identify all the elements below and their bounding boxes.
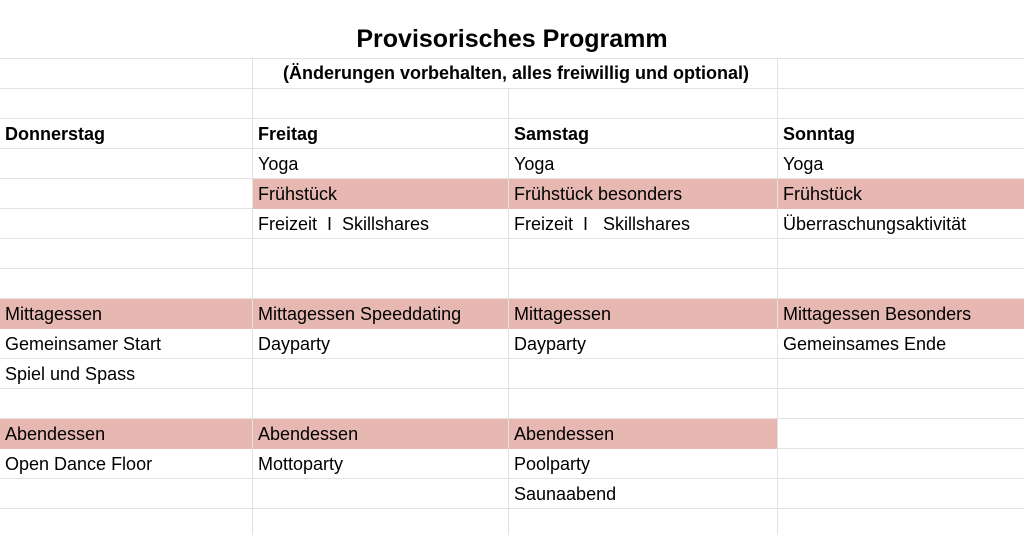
cell-freitag-fruehstueck[interactable]: Frühstück xyxy=(253,179,508,209)
page-title: Provisorisches Programm xyxy=(356,25,668,53)
cell-freitag-yoga[interactable]: Yoga xyxy=(258,154,299,174)
cell-samstag-freizeit[interactable]: Freizeit I Skillshares xyxy=(514,214,691,234)
cell-donnerstag-mittagessen[interactable]: Mittagessen xyxy=(0,299,252,329)
row-divider xyxy=(0,268,1024,269)
cell-donnerstag-spiel-und-spass[interactable]: Spiel und Spass xyxy=(5,364,136,384)
day-header-sonntag[interactable]: Sonntag xyxy=(783,124,855,144)
cell-donnerstag-abendessen[interactable]: Abendessen xyxy=(0,419,252,449)
cell-samstag-saunaabend[interactable]: Saunaabend xyxy=(514,484,617,504)
day-header-donnerstag[interactable]: Donnerstag xyxy=(5,124,106,144)
day-header-freitag[interactable]: Freitag xyxy=(258,124,319,144)
cell-freitag-abendessen[interactable]: Abendessen xyxy=(253,419,508,449)
cell-samstag-poolparty[interactable]: Poolparty xyxy=(514,454,591,474)
cell-samstag-yoga[interactable]: Yoga xyxy=(514,154,555,174)
cell-samstag-dayparty[interactable]: Dayparty xyxy=(514,334,587,354)
cell-samstag-fruehstueck[interactable]: Frühstück besonders xyxy=(509,179,777,209)
page-subtitle: (Änderungen vorbehalten, alles freiwillig und optional) xyxy=(282,63,750,83)
cell-freitag-dayparty[interactable]: Dayparty xyxy=(258,334,331,354)
cell-samstag-abendessen[interactable]: Abendessen xyxy=(509,419,777,449)
cell-sonntag-yoga[interactable]: Yoga xyxy=(783,154,824,174)
cell-sonntag-gemeinsames-ende[interactable]: Gemeinsames Ende xyxy=(783,334,947,354)
day-header-samstag[interactable]: Samstag xyxy=(514,124,590,144)
cell-freitag-mittagessen[interactable]: Mittagessen Speeddating xyxy=(253,299,508,329)
cell-freitag-mottoparty[interactable]: Mottoparty xyxy=(258,454,344,474)
cell-sonntag-fruehstueck[interactable]: Frühstück xyxy=(778,179,1024,209)
cell-freitag-freizeit[interactable]: Freizeit I Skillshares xyxy=(258,214,430,234)
cell-donnerstag-gemeinsamer-start[interactable]: Gemeinsamer Start xyxy=(5,334,162,354)
cell-sonntag-mittagessen[interactable]: Mittagessen Besonders xyxy=(778,299,1024,329)
cell-samstag-mittagessen[interactable]: Mittagessen xyxy=(509,299,777,329)
cell-sonntag-ueberraschung[interactable]: Überraschungsaktivität xyxy=(783,214,967,234)
row-divider xyxy=(0,88,1024,89)
cell-donnerstag-open-dance-floor[interactable]: Open Dance Floor xyxy=(5,454,153,474)
